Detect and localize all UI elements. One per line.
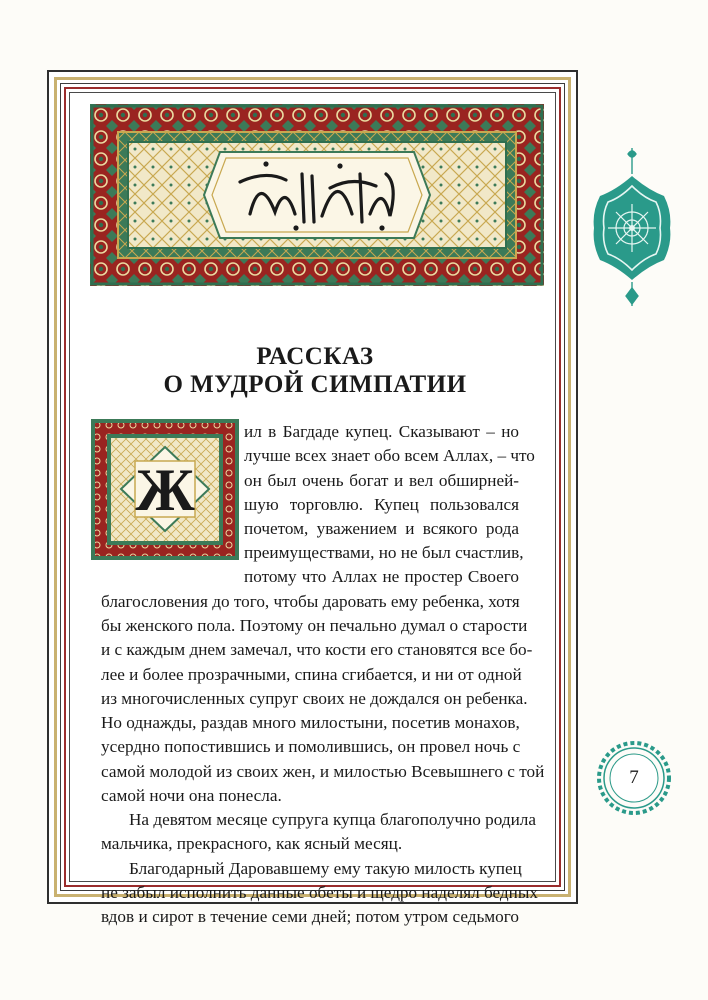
body-line: вдов и сирот в течение семи дней; потом утром седьмого xyxy=(101,907,519,926)
body-line: лучше всех знает обо всем Аллах, – что xyxy=(244,446,535,465)
body-line: мальчика, прекрасного, как ясный месяц. xyxy=(101,834,403,853)
ornamental-banner xyxy=(90,104,544,286)
body-line: бы женского пола. Поэтому он печально думал о старости xyxy=(101,616,528,635)
body-line: почетом, уважением и всякого рода xyxy=(244,519,519,538)
body-line: из многочисленных супруг своих не дождался он ребенка. xyxy=(101,689,528,708)
body-line: Но однажды, раздав много милостыни, посетив монахов, xyxy=(101,713,520,732)
body-line: лее и более прозрачными, спина сгибается, и ни от одной xyxy=(101,665,522,684)
body-line: самой молодой из своих жен, и милостью Всевышнего с той xyxy=(101,762,545,781)
body-line: На девятом месяце супруга купца благополучно родила xyxy=(129,810,537,829)
body-line: и с каждым днем замечал, что кости его становятся все бо- xyxy=(101,640,533,659)
body-line: ил в Багдаде купец. Сказывают – но xyxy=(244,422,519,441)
body-line: потому что Аллах не простер Своего xyxy=(244,567,519,586)
drop-cap-letter: Ж xyxy=(135,457,195,523)
body-line: не забыл исполнить данные обеты и щедро наделял бедных xyxy=(101,883,538,902)
body-line: шую торговлю. Купец пользовался xyxy=(244,495,519,514)
drop-cap xyxy=(91,419,239,560)
body-line: преимуществами, но не был счастлив, xyxy=(244,543,524,562)
teal-medallion-ornament xyxy=(590,146,674,310)
story-title-line-2: О МУДРОЙ СИМПАТИИ xyxy=(163,371,467,398)
story-title xyxy=(80,343,550,399)
body-line: он был очень богат и вел обширней- xyxy=(244,471,519,490)
story-title-line-1: РАССКАЗ xyxy=(256,343,374,370)
body-line: усердно попостившись и помолившись, он провел ночь с xyxy=(101,737,521,756)
page-number: 7 xyxy=(629,767,639,788)
body-line: самой ночи она понесла. xyxy=(101,786,282,805)
body-line: Благодарный Даровавшему ему такую милость купец xyxy=(129,859,522,878)
body-line: благословения до того, чтобы даровать ему ребенка, хотя xyxy=(101,592,520,611)
